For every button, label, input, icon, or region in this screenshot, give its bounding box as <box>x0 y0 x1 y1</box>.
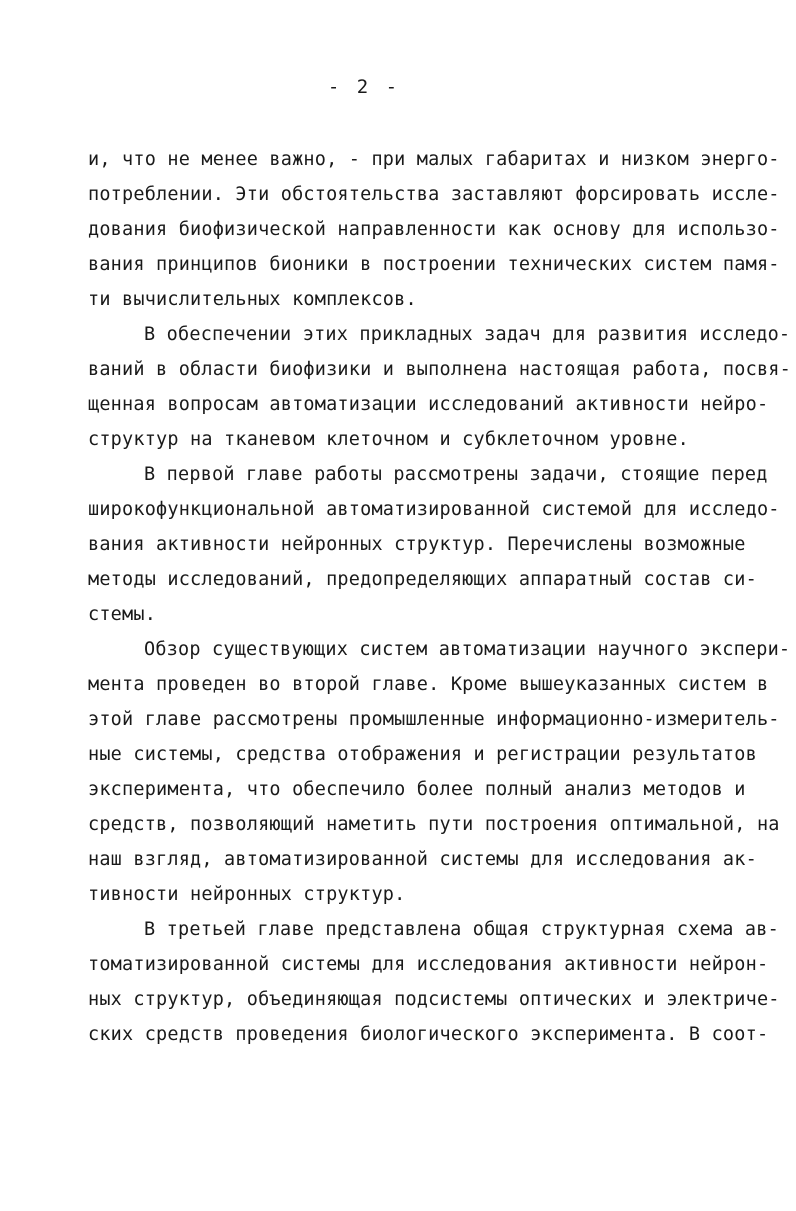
text-line: потреблении. Эти обстоятельства заставляют форсировать иссле- <box>88 184 780 205</box>
body-text <box>88 148 791 1058</box>
text-line: наш взгляд, автоматизированной системы для исследования ак- <box>88 849 757 870</box>
text-line: тивности нейронных структур. <box>88 884 406 905</box>
text-line: этой главе рассмотрены промышленные информационно-измеритель- <box>88 709 780 730</box>
text-line: стемы. <box>88 604 157 625</box>
text-line: структур на тканевом клеточном и субклеточном уровне. <box>88 429 689 450</box>
text-line: мента проведен во второй главе. Кроме вышеуказанных систем в <box>88 674 769 695</box>
paragraph-start-line: В первой главе работы рассмотрены задачи, стоящие перед <box>144 464 768 485</box>
text-line: методы исследований, предопределяющих аппаратный состав си- <box>88 569 757 590</box>
paragraph-start-line: В третьей главе представлена общая структурная схема ав- <box>144 919 779 940</box>
text-line: эксперимента, что обеспечило более полный анализ методов и <box>88 779 746 800</box>
paragraph-start-line: Обзор существующих систем автоматизации научного экспери- <box>144 639 791 660</box>
text-line: ваний в области биофизики и выполнена настоящая работа, посвя- <box>88 359 791 380</box>
text-line: дования биофизической направленности как основу для использо- <box>88 219 780 240</box>
paragraph-start-line: В обеспечении этих прикладных задач для развития исследо- <box>144 324 791 345</box>
text-line: ных структур, объединяющая подсистемы оптических и электриче- <box>88 989 780 1010</box>
text-line: вания принципов бионики в построении технических систем памя- <box>88 254 780 275</box>
text-line: широкофункциональной автоматизированной системой для исследо- <box>88 499 780 520</box>
text-line: щенная вопросам автоматизации исследований активности нейро- <box>88 394 769 415</box>
text-line: ные системы, средства отображения и регистрации результатов <box>88 744 757 765</box>
text-line: и, что не менее важно, - при малых габаритах и низком энерго- <box>88 149 780 170</box>
text-line: средств, позволяющий наметить пути построения оптимальной, на <box>88 814 780 835</box>
text-line: вания активности нейронных структур. Перечислены возможные <box>88 534 746 555</box>
page-number: - 2 - <box>327 76 401 98</box>
text-line: ских средств проведения биологического эксперимента. В соот- <box>88 1024 769 1045</box>
text-line: томатизированной системы для исследования активности нейрон- <box>88 954 769 975</box>
text-line: ти вычислительных комплексов. <box>88 289 417 310</box>
